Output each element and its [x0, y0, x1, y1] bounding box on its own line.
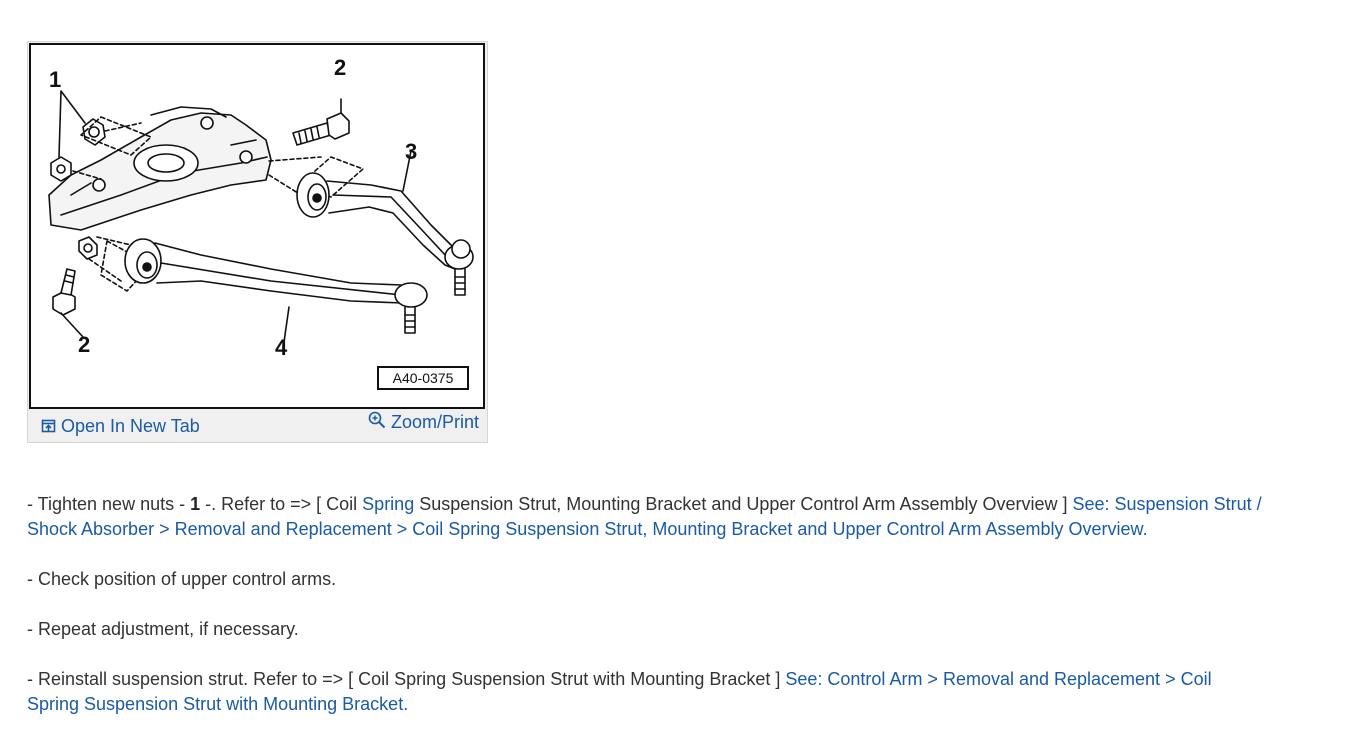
- see-suspension-strut-link[interactable]: See: Suspension Strut / Shock Absorber > Removal and Replacement > Coil Spring Suspension Strut, Mounting Bracket and Upper Control Arm Assembly Overview: [27, 494, 1262, 539]
- open-new-tab-icon: [41, 419, 56, 434]
- zoom-print-label: Zoom/Print: [390, 412, 479, 432]
- zoom-print-link[interactable]: [368, 412, 479, 433]
- callout-3: 3: [405, 139, 418, 164]
- step-reinstall-strut: [27, 667, 1267, 717]
- callout-1: 1: [49, 67, 62, 92]
- control-arm-drawing: [31, 45, 483, 407]
- step-4-end: .: [403, 694, 409, 714]
- step-1-refer: -. Refer to => [ Coil: [200, 494, 363, 514]
- step-repeat-adjustment: - Repeat adjustment, if necessary.: [27, 619, 299, 639]
- spring-link[interactable]: Spring: [362, 494, 415, 514]
- figure-toolbar: [28, 410, 487, 442]
- zoom-icon: [368, 411, 386, 429]
- open-in-new-tab-label: Open In New Tab: [61, 416, 200, 436]
- step-1-end: .: [1142, 519, 1148, 539]
- open-in-new-tab-link[interactable]: [41, 416, 200, 437]
- step-4-prefix: - Reinstall suspension strut. Refer to => [ Coil Spring Suspension Strut with Mounting Bracket ]: [27, 669, 786, 689]
- callout-2-upper: 2: [334, 55, 347, 80]
- control-arm-illustration: [29, 43, 485, 409]
- illustration-panel: [27, 41, 488, 443]
- step-1-prefix: - Tighten new nuts -: [27, 494, 191, 514]
- step-check-position: - Check position of upper control arms.: [27, 569, 337, 589]
- step-tighten-nuts: [27, 492, 1267, 542]
- callout-2-lower: 2: [78, 332, 91, 357]
- step-1-rest: Suspension Strut, Mounting Bracket and Upper Control Arm Assembly Overview ]: [414, 494, 1073, 514]
- figure-id-label: A40-0375: [377, 366, 469, 390]
- step-1-item-number: 1: [190, 494, 201, 514]
- see-control-arm-link[interactable]: See: Control Arm > Removal and Replacement > Coil Spring Suspension Strut with Mounting Bracket: [27, 669, 1212, 714]
- callout-4: 4: [275, 335, 288, 360]
